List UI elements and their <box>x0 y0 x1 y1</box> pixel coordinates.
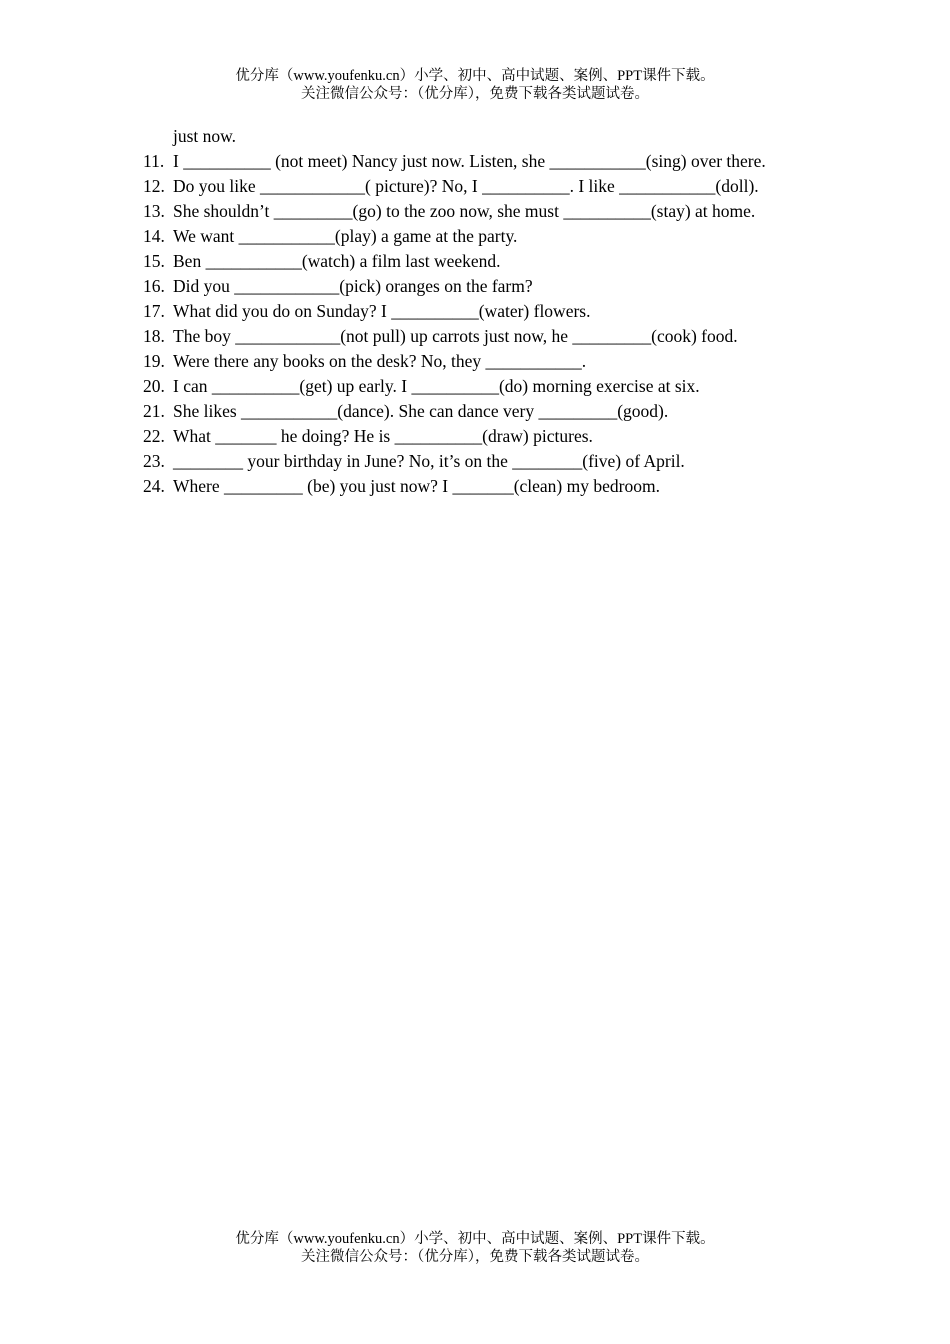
question-text: We want ___________(play) a game at the party. <box>173 226 518 246</box>
question-item-14 <box>143 224 806 249</box>
question-text: Where _________ (be) you just now? I _______(clean) my bedroom. <box>173 476 660 496</box>
footer-line-1: 优分库（www.youfenku.cn）小学、初中、高中试题、案例、PPT课件下载。 <box>235 1231 715 1247</box>
question-item-13 <box>143 199 806 224</box>
question-number: 24. <box>143 476 165 496</box>
header-line-1: 优分库（www.youfenku.cn）小学、初中、高中试题、案例、PPT课件下载。 <box>235 68 715 84</box>
question-item-18 <box>143 324 806 349</box>
question-text: Did you ____________(pick) oranges on the farm? <box>173 276 533 296</box>
page-header <box>0 67 950 103</box>
question-text: I __________ (not meet) Nancy just now. Listen, she ___________(sing) over there. <box>173 151 766 171</box>
question-item-22 <box>143 424 806 449</box>
question-number: 20. <box>143 376 165 396</box>
header-line-2: 关注微信公众号：（优分库），免费下载各类试题试卷。 <box>301 86 649 102</box>
question-item-16 <box>143 274 806 299</box>
question-item-11 <box>143 149 806 174</box>
question-text: Ben ___________(watch) a film last weekend. <box>173 251 501 271</box>
exercise-list <box>143 124 806 499</box>
question-text: She likes ___________(dance). She can dance very _________(good). <box>173 401 669 421</box>
question-number: 16. <box>143 276 165 296</box>
question-text: Do you like ____________( picture)? No, I __________. I like ___________(doll). <box>173 176 759 196</box>
question-text: What _______ he doing? He is __________(draw) pictures. <box>173 426 593 446</box>
question-number: 17. <box>143 301 165 321</box>
question-number: 23. <box>143 451 165 471</box>
question-text: Were there any books on the desk? No, they ___________. <box>173 351 587 371</box>
question-text: I can __________(get) up early. I __________(do) morning exercise at six. <box>173 376 700 396</box>
footer-line-2: 关注微信公众号：（优分库），免费下载各类试题试卷。 <box>301 1249 649 1265</box>
question-text: ________ your birthday in June? No, it’s on the ________(five) of April. <box>173 451 685 471</box>
question-text: The boy ____________(not pull) up carrots just now, he _________(cook) food. <box>173 326 738 346</box>
continuation-line: just now. <box>173 126 237 146</box>
question-number: 11. <box>143 151 165 171</box>
question-item-19 <box>143 349 806 374</box>
question-item-23 <box>143 449 806 474</box>
question-number: 14. <box>143 226 165 246</box>
question-item-20 <box>143 374 806 399</box>
page-footer <box>0 1230 950 1266</box>
question-item-15 <box>143 249 806 274</box>
question-item-17 <box>143 299 806 324</box>
question-number: 22. <box>143 426 165 446</box>
question-item-12 <box>143 174 806 199</box>
question-number: 13. <box>143 201 165 221</box>
question-text: What did you do on Sunday? I __________(water) flowers. <box>173 301 591 321</box>
question-number: 18. <box>143 326 165 346</box>
question-text: She shouldn’t _________(go) to the zoo now, she must __________(stay) at home. <box>173 201 756 221</box>
question-number: 21. <box>143 401 165 421</box>
question-item-24 <box>143 474 806 499</box>
question-number: 12. <box>143 176 165 196</box>
question-number: 15. <box>143 251 165 271</box>
question-item-21 <box>143 399 806 424</box>
question-number: 19. <box>143 351 165 371</box>
